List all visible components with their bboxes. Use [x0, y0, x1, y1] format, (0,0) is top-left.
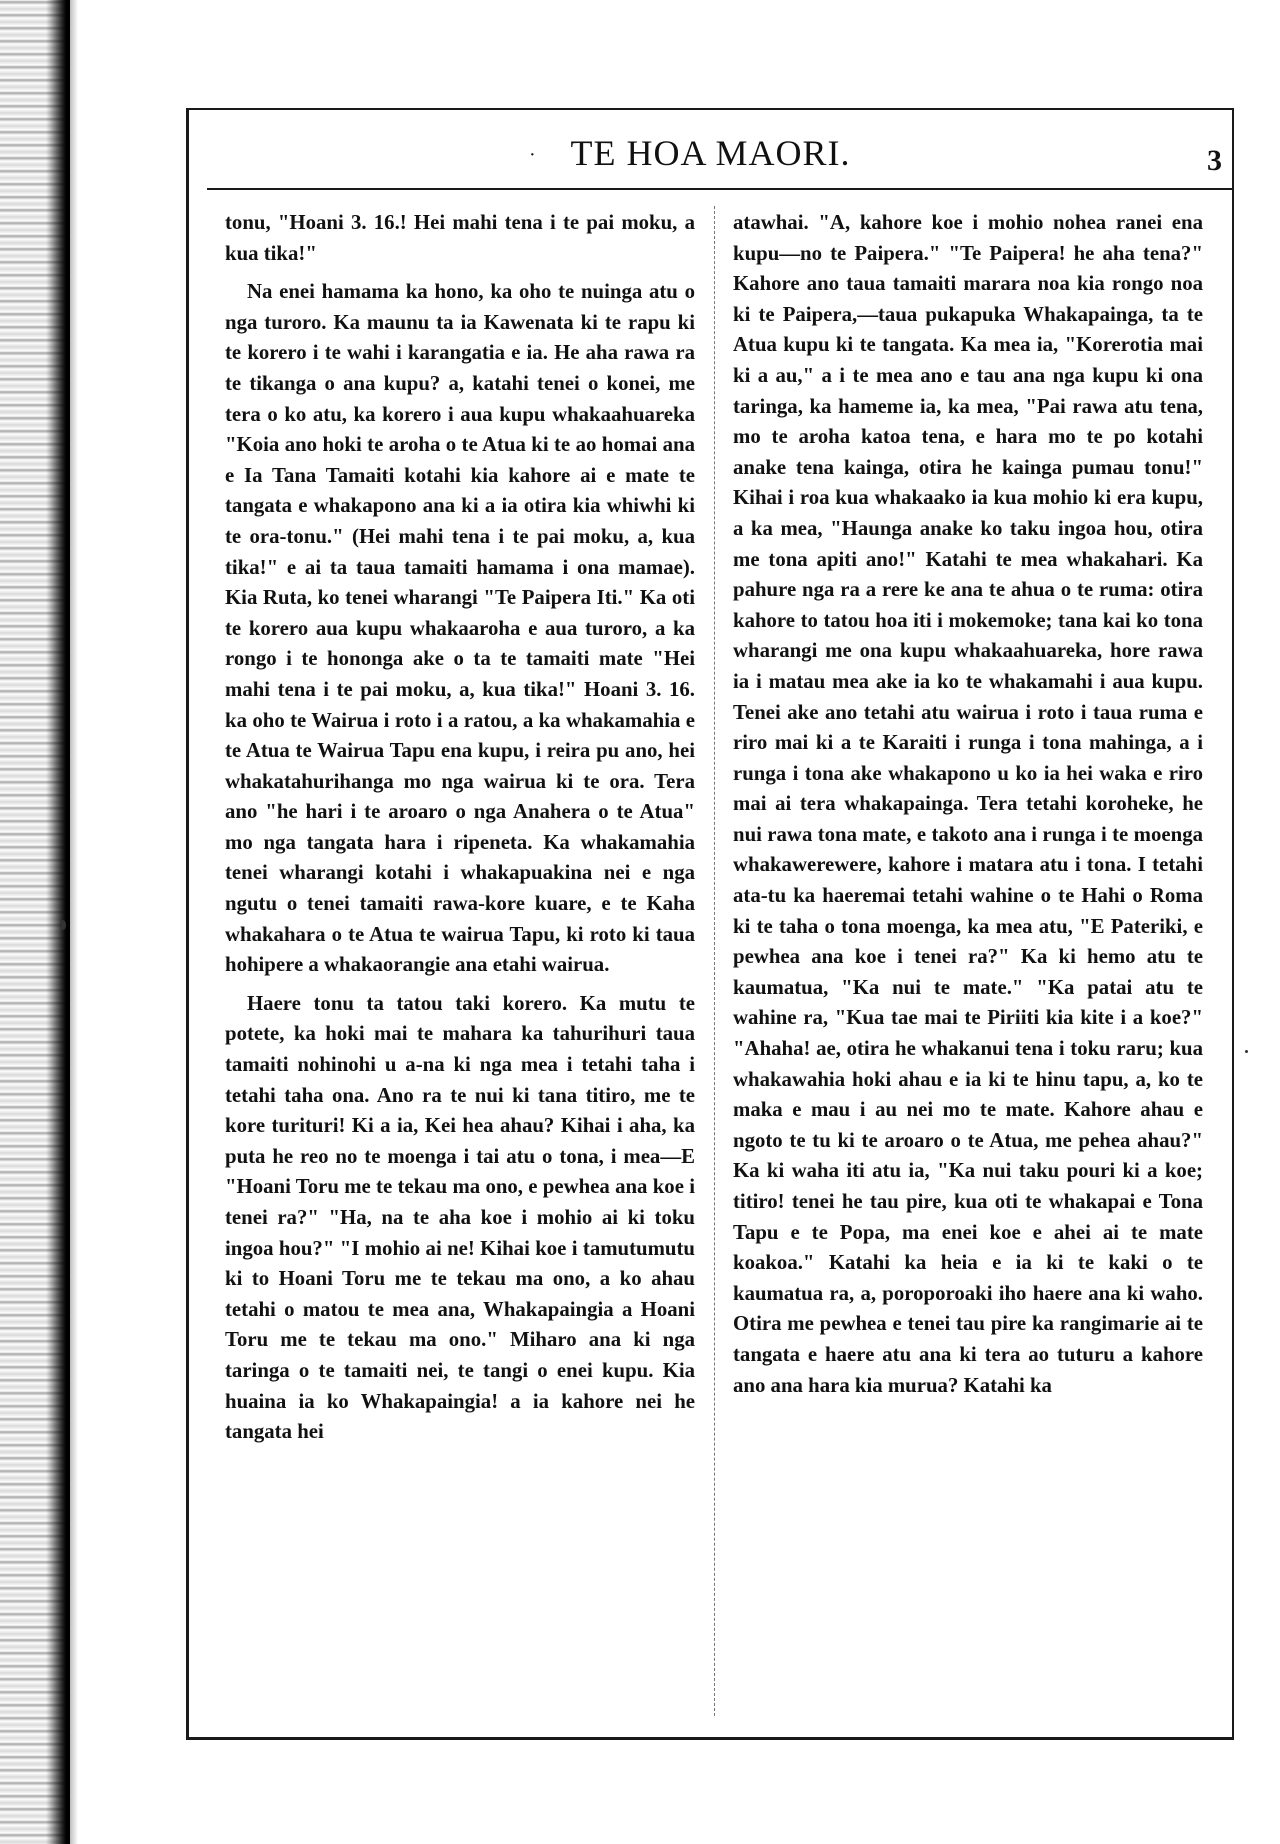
left-paragraph-2: Na enei hamama ka hono, ka oho te nuinga atu o nga turoro. Ka maunu ta ia Kawenata ki te rapu ki te korero i te wahi i karangatia e ia. He aha rawa ra te tikanga o ana kupu? a, katahi tenei o konei, me tera o ko atu, ka korero i aua kupu whakaahuareka "Koia ano hoki te aroha o te Atua ki te ao homai ana e Ia Tana Tamaiti kotahi kia kahore ai e mate te tangata e whakapono ana ki a ia otira kia whiwhi ki te ora-tonu." (Hei mahi tena i te pai moku, a, kua tika!" e ai ta taua tamaiti hamama i ona mamae). Kia Ruta, ko tenei wharangi "Te Paipera Iti." Ka oti te korero aua kupu whakaaroha e aua turoro, a ka rongo i te hononga ake o ta te tamaiti mate "Hei mahi tena i te pai moku, a, kua tika!" Hoani 3. 16. ka oho te Wairua i roto i a ratou, a ka whakamahia e te Atua te Wairua Tapu ena kupu, i reira pu ano, hei whakatahurihanga mo nga wairua ki te ora. Tera ano "he hari i te aroaro o nga Anahera o te Atua" mo nga tangata hara i ripeneta. Ka whakamahia tenei wharangi kotahi i whakapuakina nei e nga ngutu o tenei tamaiti rawa-kore kuare, e te Kaha whakahara o te Atua te wairua Tapu, ki roto ki taua hohipere a whakaorangie ana etahi wairua. [225, 280, 695, 977]
scan-speck [1245, 1050, 1248, 1053]
left-paragraph-1: tonu, "Hoani 3. 16.! Hei mahi tena i te pai moku, a kua tika!" [225, 211, 695, 265]
left-column [225, 208, 695, 1448]
column-divider [714, 206, 715, 1716]
page-number: 3 [1207, 144, 1222, 177]
right-paragraph-1: atawhai. "A, kahore koe i mohio nohea ranei ena kupu—no te Paipera." "Te Paipera! he aha tena?" Kahore ano taua tamaiti marara noa kia rongo noa ki te Paipera,—taua pukapuka Whakapainga, ta te Atua kupu ki te tangata. Ka mea ia, "Korerotia mai ki a au," a i te mea ano e tau ana nga kupu ki ona taringa, ka hameme ia, ka mea, "Pai rawa atu tena, mo te aroha katoa tena, e hara mo te po kotahi anake tena kainga, otira he kainga pumau tonu!" Kihai i roa kua whakaako ia kua mohio ki era kupu, a ka mea, "Haunga anake ko taku ingoa hou, otira me tona apiti ano!" Katahi te mea whakahari. Ka pahure nga ra a rere ke ana te ahua o te ruma: otira kahore to tatou hoa iti i mokemoke; tana kai ko tona wharangi me ona kupu whakaahuareka, hore rawa ia i matau mea ake ia ko te whakamahi i aua kupu. Tenei ake ano tetahi atu wairua i roto i taua ruma e riro mai ki a te Karaiti i runga i tona mahinga, a i runga i tona ake whakapono u ko ia hei waka e riro mai ai tera whakapainga. Tera tetahi koroheke, he nui rawa tona mate, e takoto ana i runga i te moenga whakawerewere, kahore i matara atu i tona. I tetahi ata-tu ka haeremai tetahi wahine o te Hahi o Roma ki te taha o tona moenga, ka mea atu, "E Pateriki, e pewhea ana koe i tenei ra?" Ka ki hemo atu te kaumatua, "Ka nui te mate." "Ka patai atu te wahine ra, "Kua tae mai te Piriiti kia kite i a koe?" "Ahaha! ae, otira he whakanui tena i toku raru; kua whakawahia hoki ahau e ia ki te hinu tapu, a, ko te maka e mau i au nei mo te mate. Kahore ahau e ngoto te tu ki te aroaro o te Atua, me pehea ahau?" Ka ki waha iti atu ia, "Ka nui taku pouri ki a koe; titiro! tenei he tau pire, kua oti te whakapai e Tona Tapu e te Popa, ma enei koe e ahei ai te mate koakoa." Katahi ka heia e ia ki te kaki o te kaumatua ra, a, poroporoaki iho haere ana ki waho. Otira me pewhea e tenei tau pire ka rangimarie ai te tangata e haere atu ana ki tera ao tuturu a kahore ano ana hara kia murua? Katahi ka [733, 211, 1203, 1397]
right-column [733, 208, 1203, 1401]
left-paragraph-3: Haere tonu ta tatou taki korero. Ka mutu te potete, ka hoki mai te mahara ka tahurihuri taua tamaiti nohinohi u a-na ki nga mea i tetahi taha i tetahi taha ona. Ano ra te nui ki tana titiro, me te kore turituri! Ki a ia, Kei hea ahau? Kihai i aha, ka puta he reo no te moenga i tai atu o tona, i mea—E "Hoani Toru me te tekau ma ono, e pewhea ana koe i tenei ra?" "Ha, na te aha koe i mohio ai ki toku ingoa hou?" "I mohio ai ne! Kihai koe i tamutumutu ki to Hoani Toru me te tekau ma ono, a ko ahau tetahi o matou te mea ana, Whakapaingia a Hoani Toru me te tekau ma ono." Miharo ana ki nga taringa o te tamaiti nei, te tangi o enei kupu. Kia huaina ia ko Whakapaingia! a ia kahore nei he tangata hei [225, 991, 695, 1444]
header-rule [207, 188, 1232, 190]
newspaper-page [186, 108, 1234, 1740]
page-title: TE HOA MAORI. [570, 133, 851, 173]
page-header [189, 110, 1232, 188]
scan-speck [60, 920, 66, 930]
binding-shadow [70, 0, 78, 1844]
header-ornament-dot: · [529, 144, 536, 166]
